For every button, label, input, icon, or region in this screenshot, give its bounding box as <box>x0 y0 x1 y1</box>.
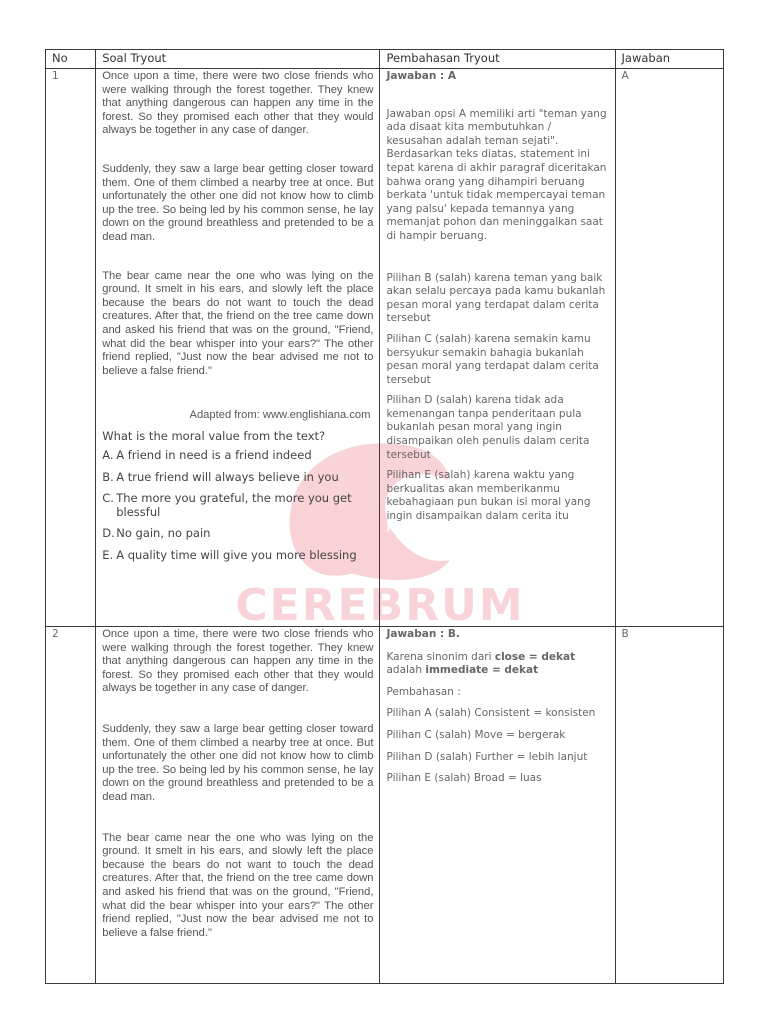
option-letter: C. <box>102 491 114 506</box>
svg-text:CEREBRUM: CEREBRUM <box>235 580 525 631</box>
option-text: A friend in need is a friend indeed <box>116 448 312 463</box>
option-e <box>102 549 373 563</box>
option-text: No gain, no pain <box>116 526 211 541</box>
synonym-line <box>386 651 608 678</box>
table-row <box>46 69 724 627</box>
row-number: 2 <box>46 627 96 984</box>
row-number: 1 <box>46 69 96 627</box>
option-letter: E. <box>102 547 114 562</box>
synonym-bold: immediate = dekat <box>425 664 539 677</box>
synonym-text: Karena sinonim dari <box>386 650 495 663</box>
question-text: What is the moral value from the text? <box>102 429 326 444</box>
story-paragraph: Once upon a time, there were two close friends who were walking through the forest together. They knew that anything dangerous can happen any time in the forest. So they promised each other that they would always be together in any case of danger. <box>102 70 374 137</box>
synonym-text: adalah <box>386 664 426 677</box>
pembahasan-cell <box>380 627 615 984</box>
option-d <box>102 527 373 541</box>
table-header-row <box>46 50 724 69</box>
pembahasan-title: Jawaban : A <box>386 70 456 82</box>
option-letter: B. <box>102 469 114 484</box>
option-letter: A. <box>102 448 114 463</box>
option-text: The more you grateful, the more you get blessful <box>116 491 352 519</box>
option-text: A true friend will always believe in you <box>116 469 339 484</box>
story-paragraph: Suddenly, they saw a large bear getting closer toward them. One of them climbed a nearby tree at once. But unfortunately the other one did not know how to climb up the tree. So being led by his common sense, he lay down on the ground breathless and pretended to be a dead man. <box>102 162 374 243</box>
soal-cell <box>96 627 380 984</box>
story-paragraph: The bear came near the one who was lying on the ground. It smelt in his ears, and slowly left the place because the bears do not want to touch the dead creatures. After that, the friend on the tree came down and asked his friend that was on the ground, "Friend, what did the bear whisper into your ears?" The other friend replied, "Just now the bear advised me not to believe a false friend." <box>102 831 374 939</box>
pembahasan-paragraph: Pilihan C (salah) karena semakin kamu bersyukur semakin bahagia bukanlah pesan moral yang terdapat dalam cerita tersebut <box>386 332 599 386</box>
option-c <box>102 492 373 519</box>
synonym-bold: close = dekat <box>494 650 576 663</box>
story-paragraph: The bear came near the one who was lying on the ground. It smelt in his ears, and slowly left the place because the bears do not want to touch the dead creatures. After that, the friend on the tree came down and asked his friend that was on the ground, "Friend, what did the bear whisper into your ears?" The other friend replied, "Just now the bear advised me not to believe a false friend." <box>102 269 374 377</box>
header-pembahasan: Pembahasan Tryout <box>380 50 615 69</box>
pembahasan-paragraph: Pembahasan : <box>386 685 461 698</box>
tryout-table <box>45 49 724 984</box>
header-jawaban: Jawaban <box>615 50 724 69</box>
header-no: No <box>46 50 96 69</box>
story-paragraph: Suddenly, they saw a large bear getting closer toward them. One of them climbed a nearby tree at once. But unfortunately the other one did not know how to climb up the tree. So being led by his common sense, he lay down on the ground breathless and pretended to be a dead man. <box>102 722 374 803</box>
pembahasan-paragraph: Pilihan C (salah) Move = bergerak <box>386 728 566 741</box>
pembahasan-paragraph: Pilihan D (salah) Further = lebih lanjut <box>386 750 588 763</box>
option-letter: D. <box>102 526 115 541</box>
pembahasan-paragraph: Pilihan D (salah) karena tidak ada kemenangan tanpa penderitaan pula bukanlah pesan moral yang ingin disampaikan oleh penulis dalam cerita tersebut <box>386 394 590 461</box>
pembahasan-paragraph: Pilihan E (salah) karena waktu yang berkualitas akan memberikanmu kebahagiaan pun bukan isi moral yang ingin disampaikan dalam cerita itu <box>386 469 591 523</box>
soal-cell <box>96 69 380 627</box>
source-line: Adapted from: www.englishiana.com <box>189 409 371 422</box>
header-soal: Soal Tryout <box>96 50 380 69</box>
option-b <box>102 471 373 485</box>
pembahasan-title: Jawaban : B. <box>386 628 460 640</box>
pembahasan-paragraph: Pilihan E (salah) Broad = luas <box>386 772 542 785</box>
pembahasan-paragraph: Pilihan A (salah) Consistent = konsisten <box>386 707 596 720</box>
pembahasan-paragraph: Jawaban opsi A memiliki arti "teman yang ada disaat kita membutuhkan / kesusahan adalah teman sejati". Berdasarkan teks diatas, statement ini tepat karena di akhir paragraf diceritakan bahwa orang yang dihampiri beruang berkata 'untuk tidak mempercayai teman yang palsu' kepada temannya yang memanjat pohon dan meninggalkan saat di hampir beruang. <box>386 107 607 242</box>
table-row <box>46 627 724 984</box>
option-a <box>102 449 373 463</box>
jawaban-cell: B <box>615 627 724 984</box>
option-text: A quality time will give you more blessing <box>116 547 357 562</box>
pembahasan-cell <box>380 69 615 627</box>
pembahasan-paragraph: Pilihan B (salah) karena teman yang baik akan selalu percaya pada kamu bukanlah pesan moral yang terdapat dalam cerita tersebut <box>386 271 606 325</box>
story-paragraph: Once upon a time, there were two close friends who were walking through the forest together. They knew that anything dangerous can happen any time in the forest. So they promised each other that they would always be together in any case of danger. <box>102 628 374 695</box>
jawaban-cell: A <box>615 69 724 627</box>
